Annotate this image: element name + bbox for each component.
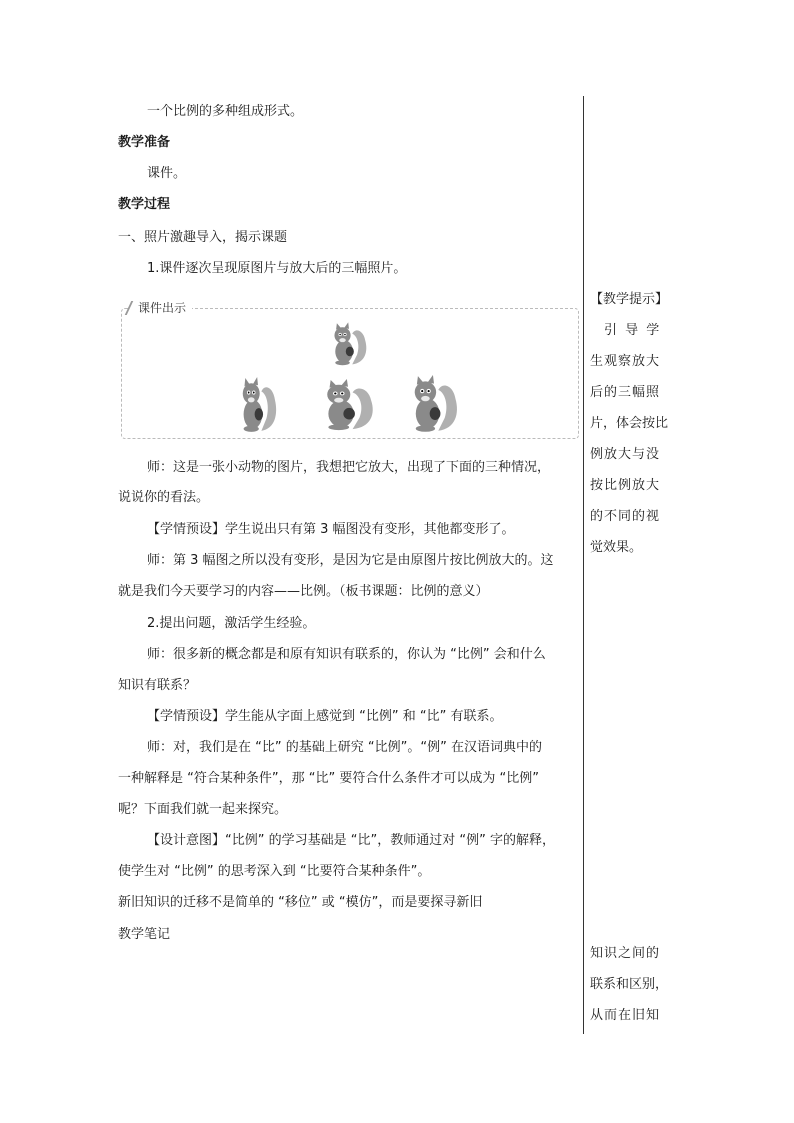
body-text-line: 知识有联系？ <box>118 678 197 693</box>
squirrel-original-image <box>328 321 370 369</box>
squirrel-stretched-tall-image <box>236 377 280 435</box>
column-divider <box>583 96 584 1034</box>
section-heading: 一、照片激趣导入，揭示课题 <box>118 230 288 245</box>
body-text-line: 说说你的看法。 <box>118 490 210 505</box>
body-text-line: 【学情预设】学生说出只有第 3 幅图没有变形，其他都变形了。 <box>147 522 515 537</box>
demo-label-text: 课件出示 <box>138 301 187 315</box>
sidebar-tip-line: 觉效果。 <box>590 540 643 555</box>
body-text-line: 【设计意图】“比例” 的学习基础是 “比”，教师通过对 “例” 字的解释， <box>147 833 555 848</box>
body-text-line: 就是我们今天要学习的内容——比例。（板书课题：比例的意义） <box>118 584 489 599</box>
sidebar-tip-line: 片，体会按比 <box>590 416 669 431</box>
courseware-demo-box <box>121 308 579 439</box>
squirrel-tail <box>352 330 366 364</box>
sidebar-bottom-line: 知识之间的 <box>590 946 661 961</box>
body-text-line: 新旧知识的迁移不是简单的 “移位” 或 “模仿”，而是要探寻新旧 <box>118 895 483 910</box>
squirrel-proportional-image <box>406 375 462 435</box>
body-text-line: 一种解释是 “符合某种条件”，那 “比” 要符合什么条件才可以成为 “比例” <box>118 771 539 786</box>
step-text: 2.提出问题，激活学生经验。 <box>147 616 316 631</box>
squirrel-stretched-wide-image <box>318 379 378 433</box>
heading-teaching-process: 教学过程 <box>118 197 171 212</box>
courseware-demo-label <box>128 299 192 317</box>
body-text-line: 一个比例的多种组成形式。 <box>147 104 304 119</box>
body-text-line: 课件。 <box>147 166 187 181</box>
sidebar-notes <box>590 0 682 1123</box>
body-text-line: 呢？下面我们就一起来探究。 <box>118 802 288 817</box>
heading-teaching-preparation: 教学准备 <box>118 135 171 150</box>
sidebar-bottom-line: 联系和区别， <box>590 977 669 992</box>
body-text-line: 师：对，我们是在 “比” 的基础上研究 “比例”。“例” 在汉语词典中的 <box>147 740 542 755</box>
sidebar-tip-line: 生观察放大 <box>590 354 661 369</box>
body-text-line: 师：很多新的概念都是和原有知识有联系的，你认为 “比例” 会和什么 <box>147 647 546 662</box>
sidebar-tip-line: 引 导 学 <box>604 323 662 338</box>
body-text-line: 使学生对 “比例” 的思考深入到 “比要符合某种条件”。 <box>118 864 431 879</box>
step-text: 1.课件逐次呈现原图片与放大后的三幅照片。 <box>147 261 407 276</box>
body-text-line: 【学情预设】学生能从字面上感觉到 “比例” 和 “比” 有联系。 <box>147 709 503 724</box>
body-text-line: 师：这是一张小动物的图片，我想把它放大，出现了下面的三种情况， <box>147 460 551 475</box>
body-text-line: 师：第 3 幅图之所以没有变形，是因为它是由原图片按比例放大的。这 <box>147 553 554 568</box>
sidebar-tip-line: 后的三幅照 <box>590 385 661 400</box>
sidebar-tip-title: 【教学提示】 <box>590 292 669 307</box>
sidebar-tip-line: 的不同的视 <box>590 509 661 524</box>
sidebar-tip-line: 按比例放大 <box>590 478 661 493</box>
teaching-notes-heading: 教学笔记 <box>118 927 171 942</box>
sidebar-tip-line: 例放大与没 <box>590 447 661 462</box>
sidebar-bottom-line: 从而在旧知 <box>590 1008 661 1023</box>
